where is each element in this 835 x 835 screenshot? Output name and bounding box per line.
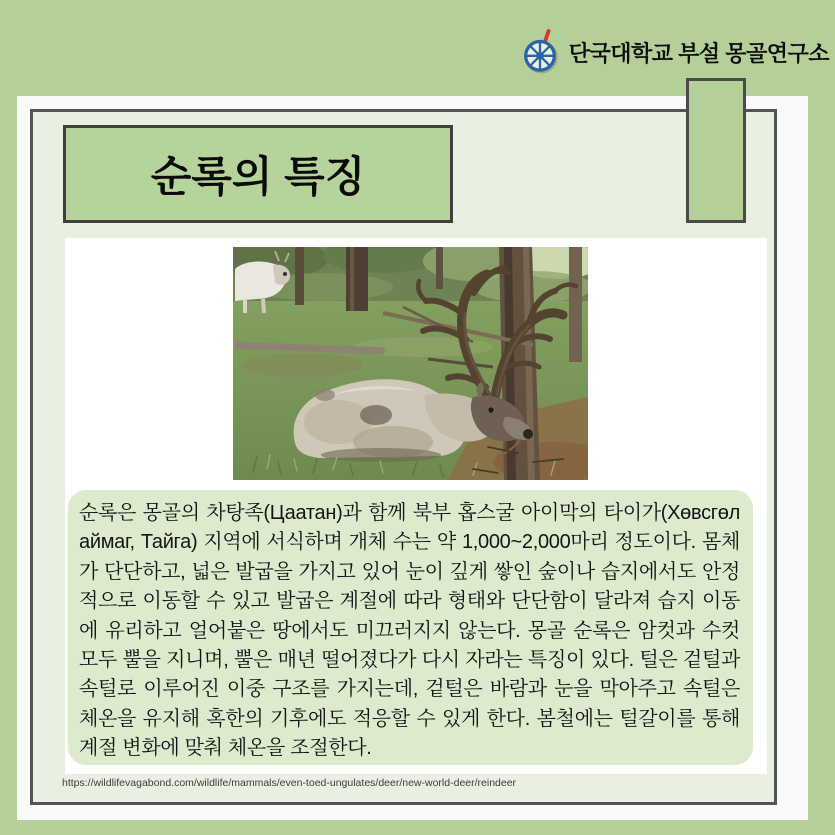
description-box [68,490,753,765]
institute-header [519,28,829,76]
source-url: https://wildlifevagabond.com/wildlife/mammals/even-toed-ungulates/deer/new-world-deer/reindeer [62,777,517,789]
reindeer-photo [233,247,588,480]
bookmark-tab [686,78,746,223]
description-paragraph: 순록은 몽골의 차탕족(Цаатан)과 함께 북부 홉스굴 아이막의 타이가(Хөвсгөл аймаг, Тайга) 지역에 서식하며 개체 수는 약 1,000~2,000마리 정도이다. 몸체가 단단하고, 넓은 발굽을 가지고 있어 눈이 깊게 쌓인 숲이나 습지에서도 안정적으로 이동할 수 있고 발굽은 계절에 따라 형태와 단단함이 달라져 습지 이동에 유리하고 얼어붙은 땅에서도 미끄러지지 않는다. 몽골 순록은 암컷과 수컷 모두 뿔을 지니며, 뿔은 매년 떨어졌다가 다시 자라는 특징이 있다. 털은 겉털과 속털로 이루어진 이중 구조를 가지는데, 겉털은 바람과 눈을 막아주고 속털은 체온을 유지해 혹한의 기후에도 적응할 수 있게 한다. 봄철에는 털갈이를 통해 계절 변화에 맞춰 체온을 조절한다. [79,502,740,760]
compass-wheel-icon [519,27,561,77]
title-box [63,125,453,223]
page-title: 순록의 특징 [150,153,366,200]
institute-name: 단국대학교 부설 몽골연구소 [568,40,829,66]
